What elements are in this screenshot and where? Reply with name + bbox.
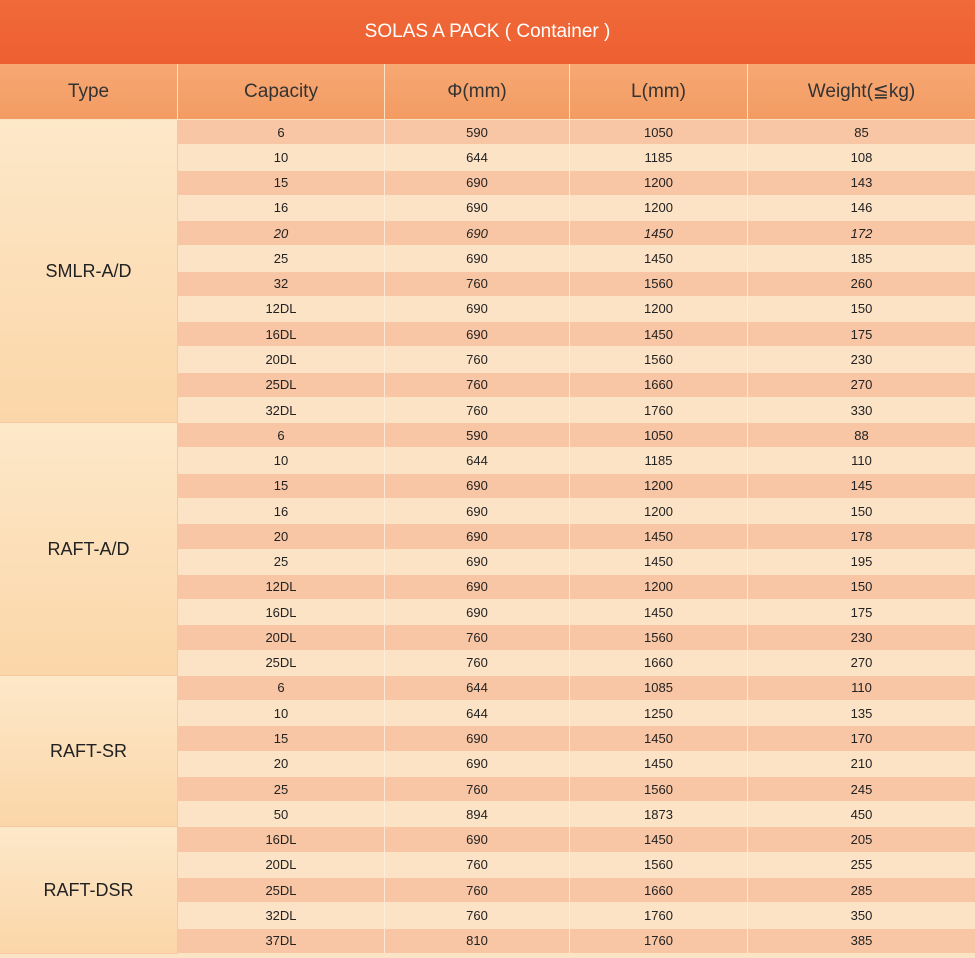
table-row — [178, 625, 975, 650]
length-cell: 1450 — [570, 221, 748, 245]
table-row — [178, 726, 975, 751]
length-cell: 1560 — [570, 347, 748, 371]
capacity-cell: 25DL — [178, 878, 385, 902]
capacity-cell: 6 — [178, 120, 385, 144]
length-cell: 1200 — [570, 499, 748, 523]
length-cell: 1760 — [570, 929, 748, 953]
length-cell: 1085 — [570, 676, 748, 700]
capacity-cell: 6 — [178, 676, 385, 700]
capacity-cell: 20 — [178, 524, 385, 548]
diameter-cell: 690 — [385, 297, 570, 321]
weight-cell: 285 — [850, 882, 873, 898]
length-cell: 1450 — [570, 246, 748, 270]
diameter-cell: 690 — [385, 524, 570, 548]
diameter-cell: 690 — [385, 752, 570, 776]
capacity-cell: 15 — [178, 474, 385, 498]
header-type: Type — [0, 64, 178, 119]
capacity-cell: 25DL — [178, 651, 385, 675]
weight-cell: 175 — [850, 326, 873, 342]
weight-cell: 230 — [850, 352, 873, 368]
diameter-cell: 590 — [385, 423, 570, 447]
table-row — [178, 752, 975, 777]
diameter-cell: 690 — [385, 196, 570, 220]
capacity-cell: 16 — [178, 196, 385, 220]
table-row — [178, 499, 975, 524]
length-cell: 1760 — [570, 903, 748, 927]
table-row — [178, 221, 975, 246]
capacity-cell: 10 — [178, 145, 385, 169]
weight-cell: 330 — [850, 402, 873, 418]
diameter-cell: 690 — [385, 474, 570, 498]
length-cell: 1200 — [570, 171, 748, 195]
diameter-cell: 690 — [385, 575, 570, 599]
weight-cell: 245 — [850, 781, 873, 797]
length-cell: 1200 — [570, 474, 748, 498]
type-group — [0, 676, 975, 828]
table-row — [178, 246, 975, 271]
table-row — [178, 550, 975, 575]
capacity-cell: 32DL — [178, 398, 385, 422]
length-cell: 1660 — [570, 651, 748, 675]
capacity-cell: 12DL — [178, 297, 385, 321]
length-cell: 1200 — [570, 196, 748, 220]
capacity-cell: 20 — [178, 221, 385, 245]
table-row — [178, 701, 975, 726]
diameter-cell: 644 — [385, 145, 570, 169]
header-weight: Weight(≦kg) — [807, 81, 916, 102]
weight-cell: 210 — [850, 756, 873, 772]
table-row — [178, 802, 975, 827]
capacity-cell: 25 — [178, 246, 385, 270]
capacity-cell: 12DL — [178, 575, 385, 599]
diameter-cell: 760 — [385, 625, 570, 649]
diameter-cell: 644 — [385, 676, 570, 700]
weight-cell: 108 — [850, 149, 873, 165]
table-row — [178, 827, 975, 852]
capacity-cell: 32DL — [178, 903, 385, 927]
capacity-cell: 37DL — [178, 929, 385, 953]
table-row — [178, 676, 975, 701]
diameter-cell: 760 — [385, 272, 570, 296]
length-cell: 1660 — [570, 878, 748, 902]
weight-cell: 350 — [850, 907, 873, 923]
length-cell: 1200 — [570, 297, 748, 321]
weight-cell: 85 — [854, 124, 869, 140]
table-row — [178, 575, 975, 600]
capacity-cell: 20DL — [178, 853, 385, 877]
table-row — [178, 903, 975, 928]
capacity-cell: 16DL — [178, 322, 385, 346]
capacity-cell: 16DL — [178, 827, 385, 851]
length-cell: 1250 — [570, 701, 748, 725]
weight-cell: 172 — [850, 225, 873, 241]
length-cell: 1560 — [570, 272, 748, 296]
type-group — [0, 120, 975, 423]
capacity-cell: 20DL — [178, 347, 385, 371]
diameter-cell: 690 — [385, 726, 570, 750]
capacity-cell: 15 — [178, 171, 385, 195]
diameter-cell: 690 — [385, 246, 570, 270]
weight-cell: 260 — [850, 276, 873, 292]
diameter-cell: 644 — [385, 448, 570, 472]
diameter-cell: 760 — [385, 777, 570, 801]
length-cell: 1185 — [570, 145, 748, 169]
table-row — [178, 524, 975, 549]
diameter-cell: 690 — [385, 827, 570, 851]
diameter-cell: 760 — [385, 651, 570, 675]
weight-cell: 150 — [850, 503, 873, 519]
length-cell: 1560 — [570, 853, 748, 877]
weight-cell: 385 — [850, 933, 873, 949]
capacity-cell: 32 — [178, 272, 385, 296]
length-cell: 1185 — [570, 448, 748, 472]
table-row — [178, 474, 975, 499]
capacity-cell: 20DL — [178, 625, 385, 649]
length-cell: 1200 — [570, 575, 748, 599]
diameter-cell: 590 — [385, 120, 570, 144]
weight-cell: 230 — [850, 629, 873, 645]
diameter-cell: 760 — [385, 398, 570, 422]
type-group — [0, 423, 975, 676]
type-cell: SMLR-A/D — [0, 120, 178, 423]
capacity-cell: 10 — [178, 448, 385, 472]
weight-cell: 135 — [850, 705, 873, 721]
diameter-cell: 690 — [385, 322, 570, 346]
capacity-cell: 50 — [178, 802, 385, 826]
diameter-cell: 760 — [385, 853, 570, 877]
capacity-cell: 6 — [178, 423, 385, 447]
table-row — [178, 853, 975, 878]
capacity-cell: 25DL — [178, 373, 385, 397]
table-row — [178, 398, 975, 423]
length-cell: 1560 — [570, 625, 748, 649]
weight-cell: 110 — [851, 680, 872, 696]
length-cell: 1450 — [570, 550, 748, 574]
capacity-cell: 16DL — [178, 600, 385, 624]
weight-cell: 170 — [850, 731, 873, 746]
weight-cell: 150 — [850, 579, 873, 595]
type-group — [0, 827, 975, 953]
weight-cell: 195 — [850, 554, 873, 570]
diameter-cell: 760 — [385, 347, 570, 371]
length-cell: 1450 — [570, 827, 748, 851]
weight-cell: 178 — [850, 528, 873, 544]
type-cell: RAFT-SR — [0, 676, 178, 828]
diameter-cell: 690 — [385, 600, 570, 624]
type-cell: RAFT-DSR — [0, 827, 178, 953]
capacity-cell: 15 — [178, 726, 385, 750]
length-cell: 1450 — [570, 600, 748, 624]
capacity-cell: 25 — [178, 777, 385, 801]
weight-cell: 110 — [851, 453, 872, 469]
length-cell: 1450 — [570, 524, 748, 548]
weight-cell: 88 — [854, 427, 869, 443]
table-row — [178, 196, 975, 221]
weight-cell: 150 — [850, 301, 873, 317]
table-row — [178, 272, 975, 297]
weight-cell: 143 — [850, 175, 873, 191]
weight-cell: 145 — [850, 478, 873, 494]
table-header — [0, 64, 975, 119]
table-row — [178, 423, 975, 448]
table-row — [178, 600, 975, 625]
diameter-cell: 690 — [385, 171, 570, 195]
table-row — [178, 297, 975, 322]
diameter-cell: 894 — [385, 802, 570, 826]
diameter-cell: 644 — [385, 701, 570, 725]
type-cell: RAFT-A/D — [0, 423, 178, 676]
weight-cell: 270 — [850, 377, 873, 393]
table-row — [178, 145, 975, 170]
weight-cell: 185 — [850, 250, 873, 266]
table-row — [178, 373, 975, 398]
length-cell: 1050 — [570, 423, 748, 447]
weight-cell: 175 — [850, 604, 873, 620]
diameter-cell: 760 — [385, 878, 570, 902]
length-cell: 1450 — [570, 322, 748, 346]
header-capacity: Capacity — [178, 64, 385, 119]
table-row — [178, 347, 975, 372]
table-row — [178, 929, 975, 954]
length-cell: 1050 — [570, 120, 748, 144]
table-row — [178, 322, 975, 347]
table-row — [178, 448, 975, 473]
capacity-cell: 20 — [178, 752, 385, 776]
table-row — [178, 171, 975, 196]
length-cell: 1450 — [570, 752, 748, 776]
weight-cell: 270 — [850, 655, 873, 671]
table-body — [0, 120, 975, 954]
table-row — [178, 651, 975, 676]
table-row — [178, 878, 975, 903]
diameter-cell: 760 — [385, 373, 570, 397]
length-cell: 1760 — [570, 398, 748, 422]
diameter-cell: 690 — [385, 550, 570, 574]
header-length: L(mm) — [570, 64, 748, 119]
weight-cell: 450 — [850, 806, 873, 822]
diameter-cell: 690 — [385, 499, 570, 523]
diameter-cell: 810 — [385, 929, 570, 953]
weight-cell: 205 — [850, 832, 873, 848]
length-cell: 1873 — [570, 802, 748, 826]
table-row — [178, 120, 975, 145]
table-title: SOLAS A PACK ( Container ) — [0, 0, 975, 64]
capacity-cell: 10 — [178, 701, 385, 725]
capacity-cell: 16 — [178, 499, 385, 523]
length-cell: 1560 — [570, 777, 748, 801]
length-cell: 1660 — [570, 373, 748, 397]
capacity-cell: 25 — [178, 550, 385, 574]
table-row — [178, 777, 975, 802]
length-cell: 1450 — [570, 726, 748, 750]
header-diameter: Φ(mm) — [385, 64, 570, 119]
diameter-cell: 760 — [385, 903, 570, 927]
weight-cell: 146 — [850, 200, 873, 216]
weight-cell: 255 — [850, 857, 873, 873]
diameter-cell: 690 — [385, 221, 570, 245]
